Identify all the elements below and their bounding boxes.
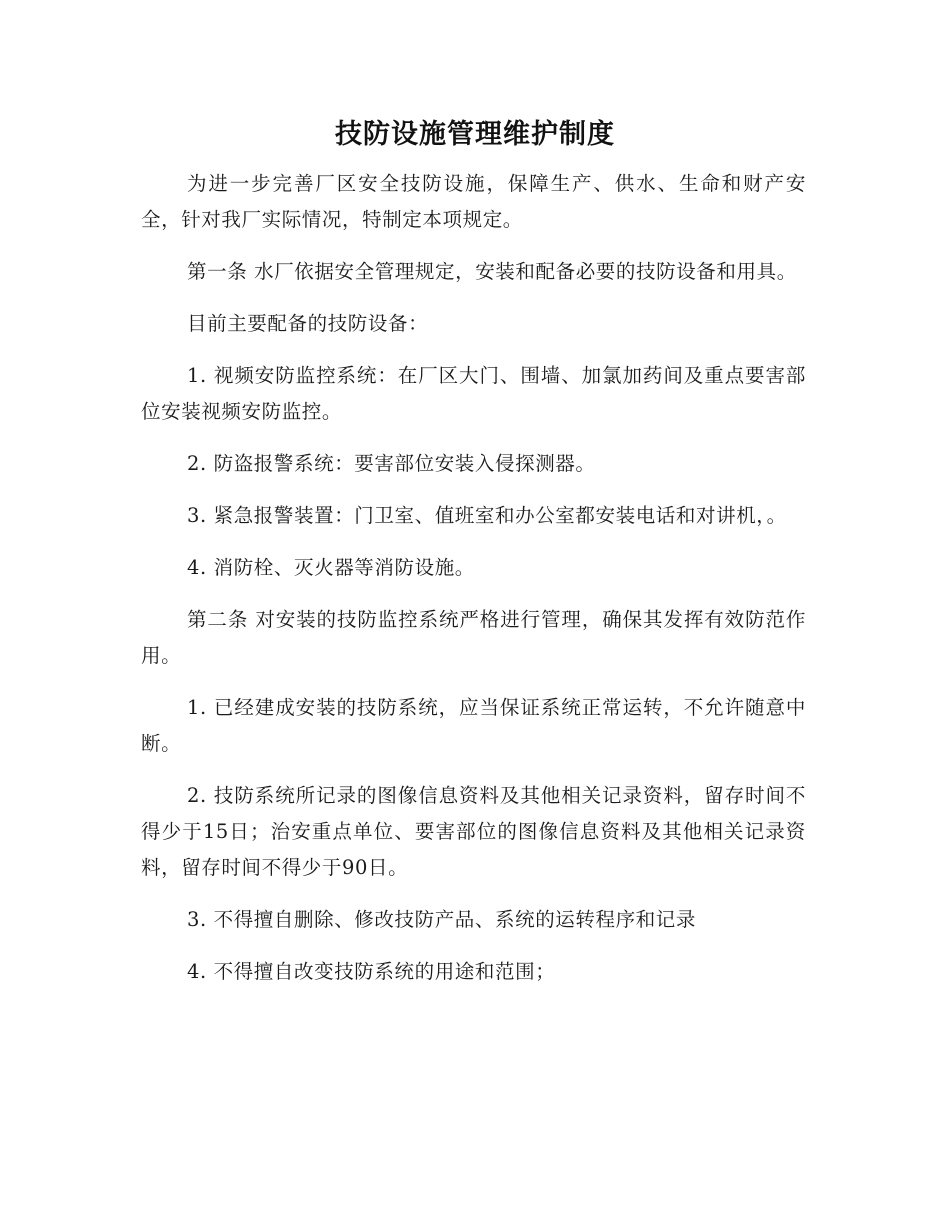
equipment-item-1: 1. 视频安防监控系统：在厂区大门、围墙、加氯加药间及重点要害部位安装视频安防监控。 [141, 364, 806, 423]
document-body [141, 166, 806, 1006]
intro-paragraph: 为进一步完善厂区安全技防设施，保障生产、供水、生命和财产安全，针对我厂实际情况，特制定本项规定。 [141, 172, 806, 231]
document-title: 技防设施管理维护制度 [335, 119, 615, 150]
management-item-1: 1. 已经建成安装的技防系统，应当保证系统正常运转，不允许随意中断。 [141, 696, 806, 755]
article-2-heading: 第二条 对安装的技防监控系统严格进行管理，确保其发挥有效防范作用。 [141, 608, 806, 667]
article-1-heading: 第一条 水厂依据安全管理规定，安装和配备必要的技防设备和用具。 [187, 260, 797, 283]
management-item-3: 3. 不得擅自删除、修改技防产品、系统的运转程序和记录 [187, 908, 697, 931]
management-item-4: 4. 不得擅自改变技防系统的用途和范围； [187, 960, 556, 983]
equipment-item-4: 4. 消防栓、灭火器等消防设施。 [187, 556, 475, 579]
management-item-2: 2. 技防系统所记录的图像信息资料及其他相关记录资料，留存时间不得少于15日；治安重点单位、要害部位的图像信息资料及其他相关记录资料，留存时间不得少于90日。 [141, 784, 806, 879]
equipment-item-3: 3. 紧急报警装置：门卫室、值班室和办公室都安装电话和对讲机，。 [187, 504, 787, 527]
equipment-list-intro: 目前主要配备的技防设备： [187, 312, 429, 335]
equipment-item-2: 2. 防盗报警系统：要害部位安装入侵探测器。 [187, 452, 596, 475]
